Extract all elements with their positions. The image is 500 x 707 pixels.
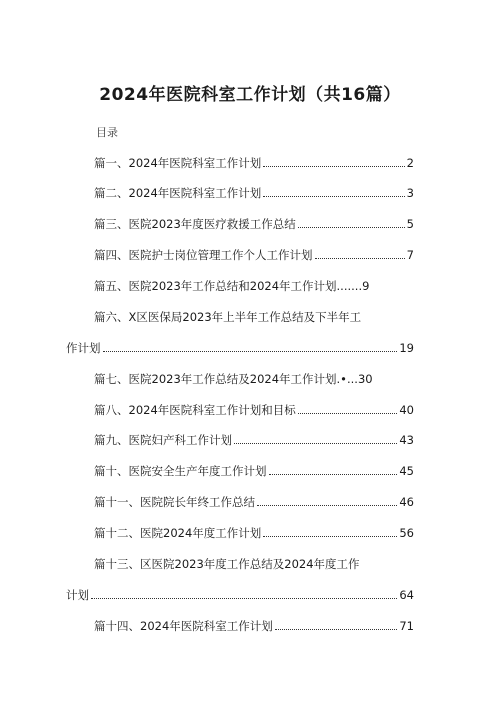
toc-entry-title-cont: 计划 [66, 588, 89, 602]
toc-entry-page: 43 [399, 433, 414, 447]
dot-leader [234, 443, 397, 444]
toc-entry-title: 篇十二、医院2024年度工作计划 [94, 526, 262, 540]
toc-entry-page: 46 [399, 495, 414, 509]
dot-leader [263, 166, 404, 167]
toc-entry[interactable] [94, 431, 414, 449]
toc-entry-title: 篇十、医院安全生产年度工作计划 [94, 464, 267, 478]
toc-entry-page: 45 [399, 464, 414, 478]
toc-entry-page: 7 [406, 248, 414, 262]
dot-leader [91, 598, 397, 599]
dot-leader [257, 505, 397, 506]
toc-entry-title-cont: 作计划 [66, 341, 101, 355]
toc-entry-title: 篇一、2024年医院科室工作计划 [94, 156, 262, 170]
toc-entry-title: 篇七、医院2023年工作总结及2024年工作计划.•... [94, 372, 358, 386]
toc-heading: 目录 [96, 126, 118, 139]
toc-entry[interactable] [94, 462, 414, 480]
toc-entry-page: 3 [406, 186, 414, 200]
toc-entry[interactable] [94, 370, 384, 388]
dot-leader [269, 474, 398, 475]
dot-leader [315, 258, 405, 259]
dot-leader [298, 413, 398, 414]
dot-leader [263, 536, 397, 537]
toc-entry-page: 71 [399, 619, 414, 633]
dot-leader [298, 227, 405, 228]
toc-entry-title: 篇五、医院2023年工作总结和2024年工作计划....... [94, 279, 363, 293]
toc-entry[interactable] [94, 154, 414, 172]
toc-entry-title: 篇十三、区医院2023年度工作总结及2024年度工作 [94, 557, 360, 571]
toc-entry[interactable] [94, 184, 414, 202]
toc-entry[interactable] [94, 617, 414, 635]
toc-entry-title: 篇九、医院妇产科工作计划 [94, 433, 232, 447]
toc-entry[interactable] [94, 308, 394, 326]
toc-entry[interactable] [94, 277, 394, 295]
dot-leader [103, 351, 398, 352]
toc-entry-page: 56 [399, 526, 414, 540]
document-title: 2024年医院科室工作计划（共16篇） [99, 85, 401, 105]
toc-entry-page: 2 [406, 156, 414, 170]
toc-entry[interactable] [94, 524, 414, 542]
toc-entry-page: 64 [399, 588, 414, 602]
toc-entry-page: 19 [399, 341, 414, 355]
toc-entry-continuation[interactable] [66, 586, 414, 604]
toc-entry-page: 30 [357, 372, 373, 386]
toc-entry-title: 篇四、医院护士岗位管理工作个人工作计划 [94, 248, 313, 262]
toc-entry-page: 40 [399, 403, 414, 417]
dot-leader [263, 196, 404, 197]
toc-entry[interactable] [94, 555, 394, 573]
toc-entry-title: 篇十四、2024年医院科室工作计划 [94, 619, 273, 633]
toc-entry-title: 篇六、X区医保局2023年上半年工作总结及下半年工 [94, 310, 362, 324]
dot-leader [275, 629, 398, 630]
toc-entry[interactable] [94, 246, 414, 264]
toc-entry[interactable] [94, 401, 414, 419]
toc-entry-title: 篇二、2024年医院科室工作计划 [94, 186, 262, 200]
toc-entry-page: 9 [362, 279, 370, 293]
toc-entry[interactable] [94, 493, 414, 511]
toc-entry-title: 篇八、2024年医院科室工作计划和目标 [94, 403, 296, 417]
toc-entry[interactable] [94, 215, 414, 233]
toc-entry-title: 篇三、医院2023年度医疗救援工作总结 [94, 217, 296, 231]
toc-entry-continuation[interactable] [66, 339, 414, 357]
toc-entry-page: 5 [406, 217, 414, 231]
toc-entry-title: 篇十一、医院院长年终工作总结 [94, 495, 255, 509]
